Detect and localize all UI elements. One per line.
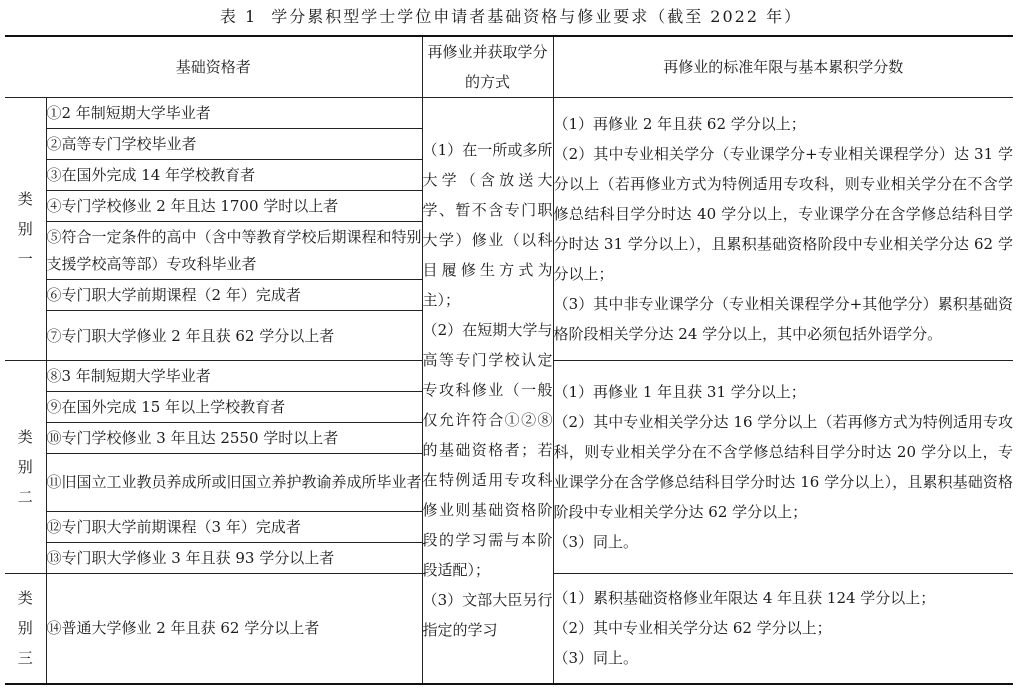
standard-2-3: （3）同上。 [553, 533, 639, 551]
standard-1-2: （2）其中专业相关学分（专业课学分+专业相关课程学分）达 31 学分以上（若再修业方式为特例适用专攻科，则专业相关学分在不含学修总结科目学分时达 40 学分以上，专业课学分在含学修总结科目学分时达 31 学分以上），且累积基础资格阶段中专业相关学分达 62 学分以上； [553, 145, 1014, 283]
qualification-item: ③在国外完成 14 年学校教育者 [46, 160, 422, 191]
table-number: 表 1 [219, 7, 258, 26]
method-3: （3）文部大臣另行指定的学习 [422, 591, 553, 640]
qualification-item: ⑦专门职大学修业 2 年且获 62 学分以上者 [46, 311, 422, 361]
method-2: （2）在短期大学与高等专门学校认定专攻科修业（一般仅允许符合①②⑧的基础资格者；若在特例适用专攻科修业则基础资格阶段的学习需与本阶段适配）； [422, 321, 553, 580]
standard-3-3: （3）同上。 [553, 649, 639, 668]
qualification-item: ⑧3 年制短期大学毕业者 [46, 361, 422, 392]
requirements-table [5, 35, 1013, 685]
standard-2-2: （2）其中专业相关学分达 16 学分以上（若再修方式为特例适用专攻科，则专业相关学分在不含学修总结科目学分时达 20 学分以上，专业课学分在含学修总结科目学分时达 16 学分以上），且累积基础资格阶段中专业相关学分达 62 学分以上； [553, 413, 1014, 521]
table-title: 学分累积型学士学位申请者基础资格与修业要求（截至 2022 年） [271, 7, 803, 26]
qualification-item: ⑩专门学校修业 3 年且达 2550 学时以上者 [46, 423, 422, 454]
category-label-1: 类 别 一 [5, 98, 46, 361]
qualification-item: ①2 年制短期大学毕业者 [46, 98, 422, 129]
qualification-item: ⑫专门职大学前期课程（3 年）完成者 [46, 512, 422, 543]
standard-3-2: （2）其中专业相关学分达 62 学分以上； [553, 619, 832, 638]
table-row [5, 98, 1013, 129]
qualification-item: ⑭普通大学修业 2 年且获 62 学分以上者 [46, 574, 422, 684]
method-cell [422, 98, 553, 684]
qualification-item: ④专门学校修业 2 年且达 1700 学时以上者 [46, 191, 422, 222]
qualification-item: ⑪旧国立工业教员养成所或旧国立养护教谕养成所毕业者 [46, 454, 422, 512]
header-qualification: 基础资格者 [5, 36, 422, 98]
standard-cell-1 [553, 98, 1013, 361]
header-row [5, 36, 1013, 98]
standard-cell-2 [553, 361, 1013, 574]
standard-3-1: （1）累积基础资格修业年限达 4 年且获 124 学分以上； [553, 589, 936, 608]
qualification-item: ⑥专门职大学前期课程（2 年）完成者 [46, 280, 422, 311]
category-label-2: 类 别 二 [5, 361, 46, 574]
header-standard: 再修业的标准年限与基本累积学分数 [553, 36, 1013, 98]
qualification-item: ②高等专门学校毕业者 [46, 129, 422, 160]
standard-1-1: （1）再修业 2 年且获 62 学分以上； [553, 115, 806, 133]
standard-1-3: （3）其中非专业课学分（专业相关课程学分+其他学分）累积基础资格阶段相关学分达 24 学分以上，其中必须包括外语学分。 [553, 295, 1014, 343]
header-method: 再修业并获取学分的方式 [422, 36, 553, 98]
qualification-item: ⑨在国外完成 15 年以上学校教育者 [46, 392, 422, 423]
method-1: （1）在一所或多所大学（含放送大学、暂不含专门职大学）修业（以科目履修生方式为主）； [422, 141, 553, 310]
category-label-3: 类 别 三 [5, 574, 46, 684]
qualification-item: ⑬专门职大学修业 3 年且获 93 学分以上者 [46, 543, 422, 574]
standard-cell-3 [553, 574, 1013, 684]
table-caption [0, 4, 1022, 30]
standard-2-1: （1）再修业 1 年且获 31 学分以上； [553, 383, 806, 401]
qualification-item: ⑤符合一定条件的高中（含中等教育学校后期课程和特别支援学校高等部）专攻科毕业者 [46, 222, 422, 280]
